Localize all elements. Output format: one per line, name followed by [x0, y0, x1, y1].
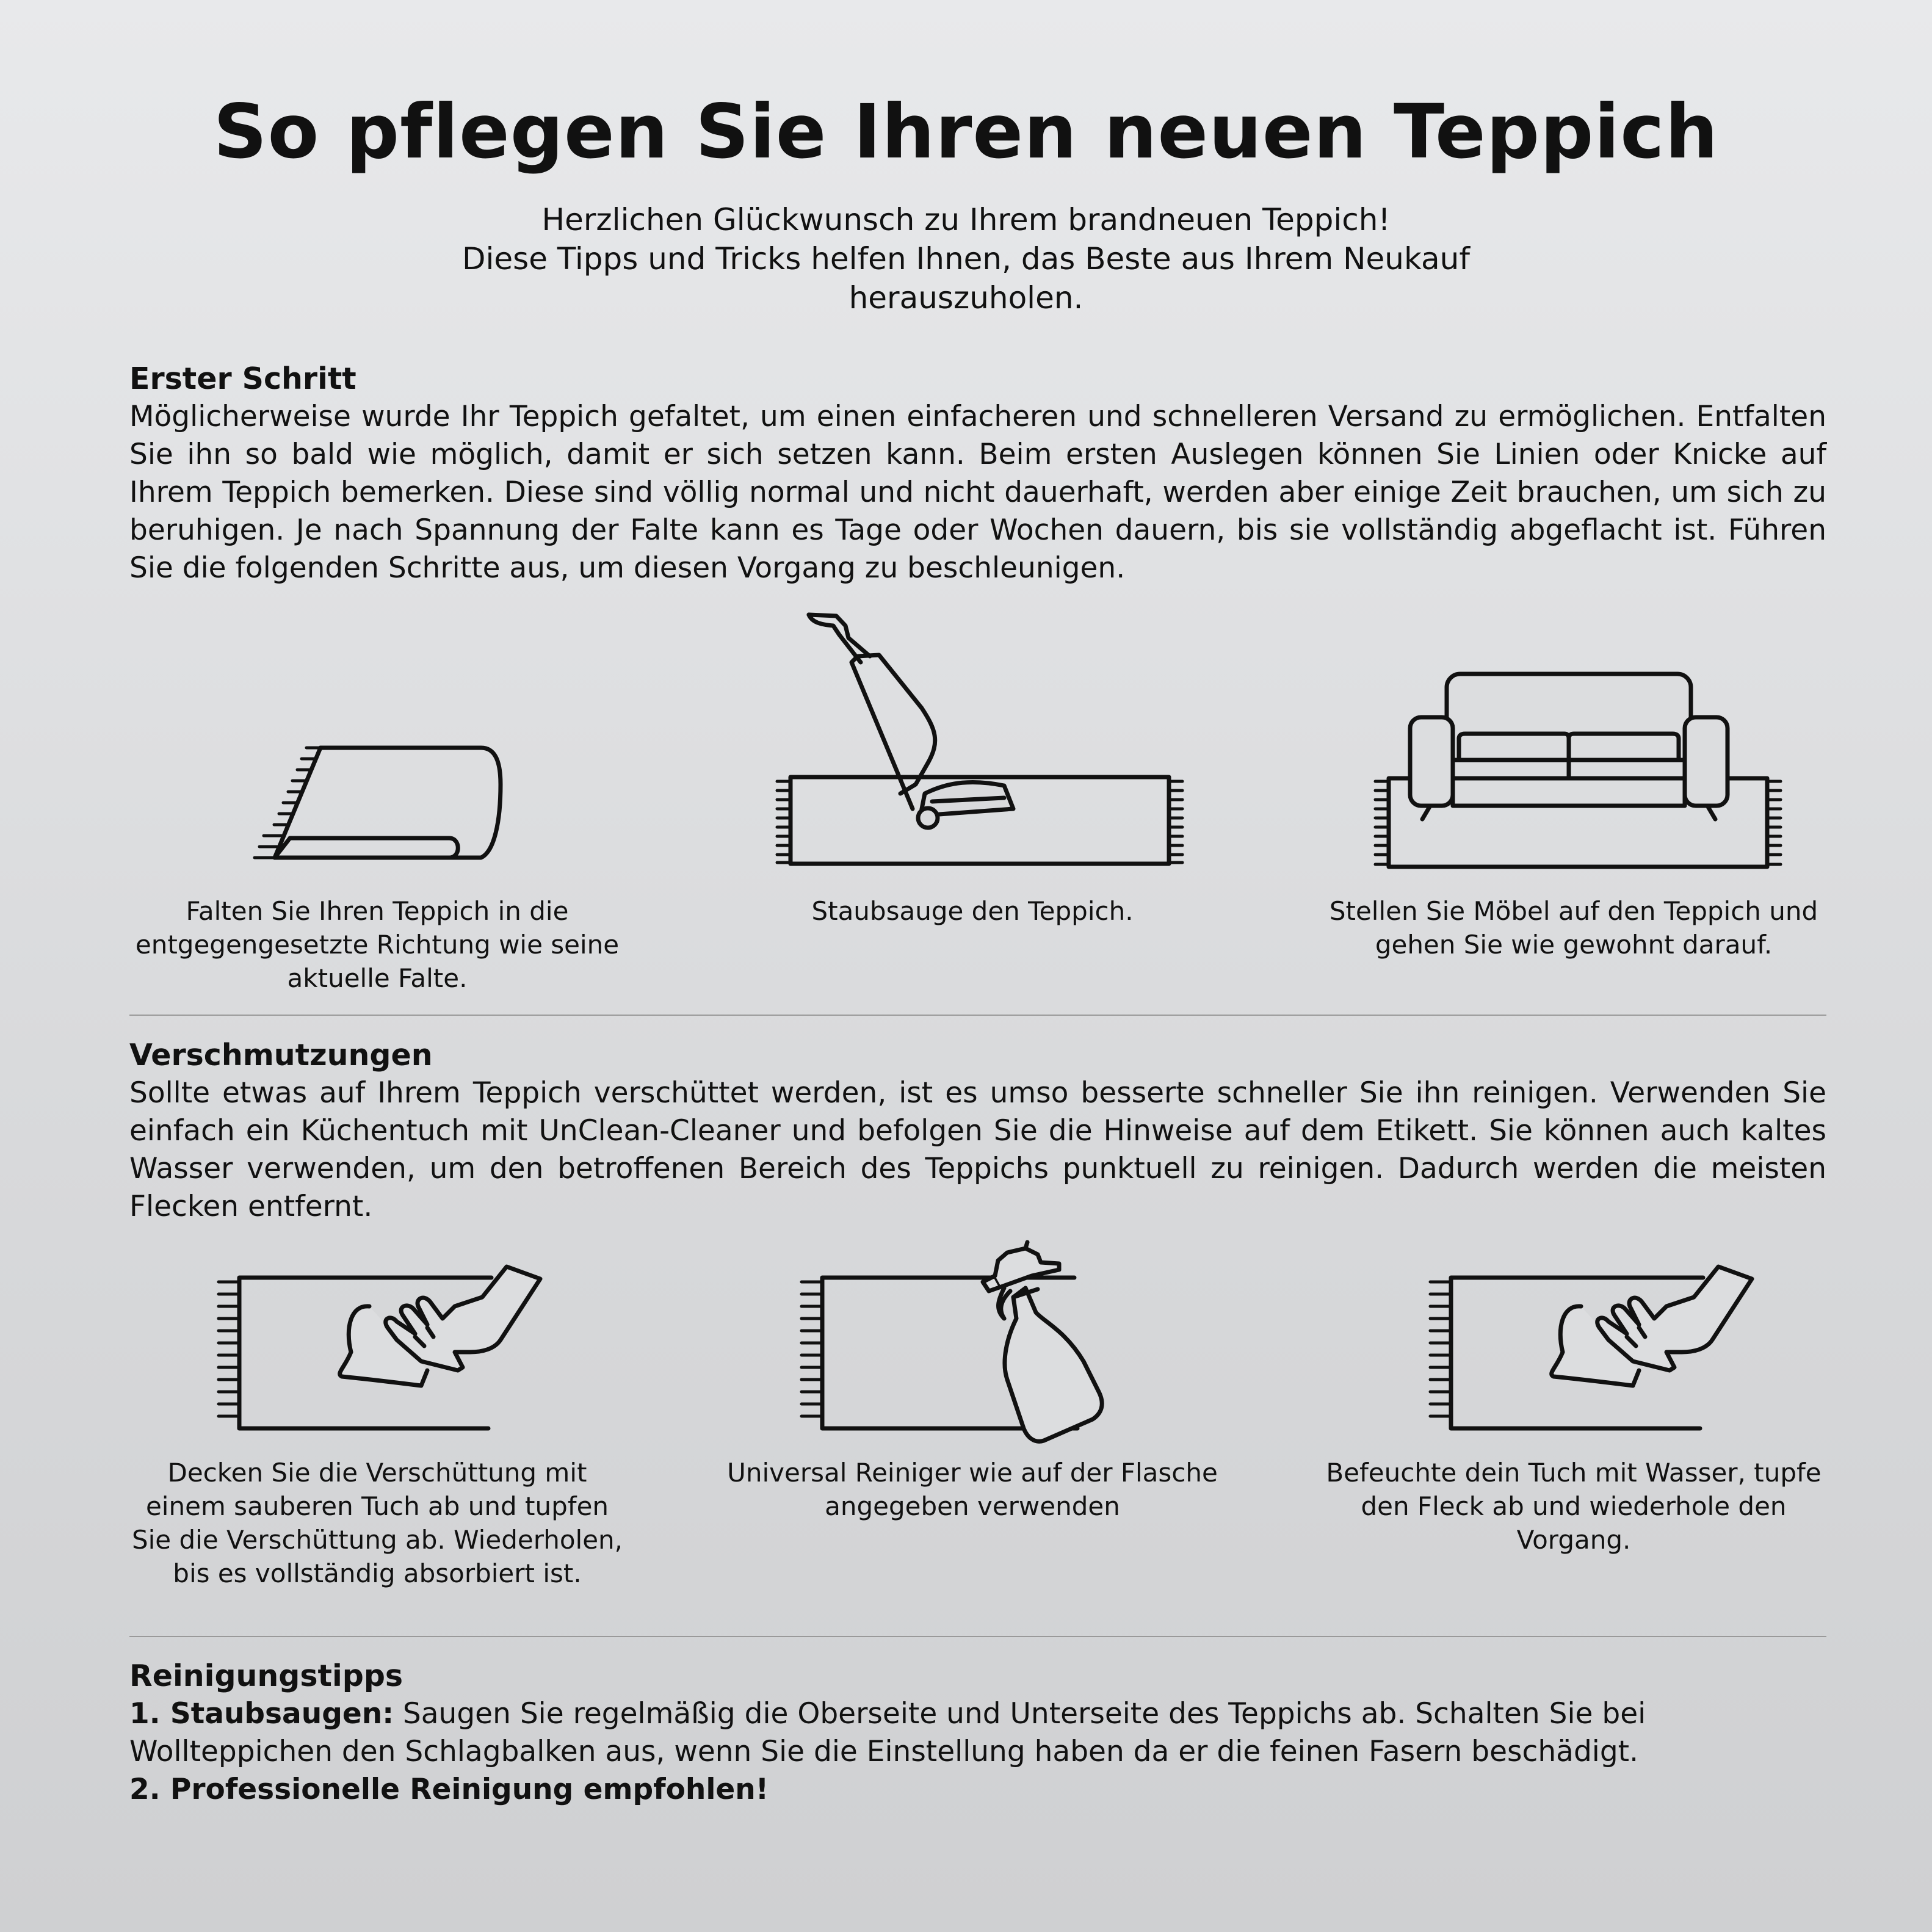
spray-bottle-icon	[797, 1239, 1163, 1447]
intro-line: Herzlichen Glückwunsch zu Ihrem brandneuen Teppich!	[541, 202, 1391, 237]
section-heading: Reinigungstipps	[129, 1659, 403, 1693]
intro-line: herauszuholen.	[848, 280, 1084, 316]
intro-line: Diese Tipps und Tricks helfen Ihnen, das Beste aus Ihrem Neukauf	[462, 241, 1470, 277]
tip-label: 1. Staubsaugen:	[129, 1697, 394, 1731]
caption-cleaner: Universal Reiniger wie auf der Flasche angegeben verwenden	[727, 1458, 1218, 1521]
section-divider	[129, 1636, 1826, 1637]
tip-professional	[129, 1771, 1826, 1809]
hand-cloth-icon	[214, 1261, 549, 1438]
section-divider	[129, 1015, 1826, 1016]
caption-vacuum: Staubsauge den Teppich.	[811, 896, 1134, 926]
intro-text	[342, 200, 1590, 317]
section-first-step	[129, 360, 1826, 587]
hand-cloth-icon	[1425, 1261, 1761, 1438]
section-body: Sollte etwas auf Ihrem Teppich verschüttet werden, ist es umso besserte schneller Sie ihn reinigen. Verwenden Sie einfach ein Küchentuch mit UnClean-Cleaner und befolgen Sie die Hinweise auf dem Etikett. Sie können auch kaltes Wasser verwenden, um den betroffenen Bereich des Teppichs punktuell zu reinigen. Dadurch werden die meisten Flecken entfernt.	[129, 1076, 1826, 1223]
section-heading: Erster Schritt	[129, 361, 356, 396]
section-stains	[129, 1037, 1826, 1226]
tip-label: 2. Professionelle Reinigung empfohlen!	[129, 1773, 769, 1806]
caption-furniture: Stellen Sie Möbel auf den Teppich und gehen Sie wie gewohnt darauf.	[1329, 896, 1818, 960]
caption-moisten-cloth: Befeuchte dein Tuch mit Wasser, tupfe den Fleck ab und wiederhole den Vorgang.	[1326, 1458, 1822, 1555]
tip-vacuuming	[129, 1695, 1826, 1771]
section-cleaning-tips	[129, 1657, 1826, 1809]
tip-text: Saugen Sie regelmäßig die Oberseite und Unterseite des Teppichs ab. Schalten Sie bei Wollteppichen den Schlagbalken aus, wenn Sie die Einstellung haben da er die feinen Fasern beschädigt.	[129, 1697, 1646, 1768]
folded-rug-icon	[250, 736, 507, 876]
caption-fold: Falten Sie Ihren Teppich in die entgegengesetzte Richtung wie seine aktuelle Falte.	[135, 896, 620, 993]
vacuum-icon	[772, 607, 1187, 876]
sofa-on-rug-icon	[1370, 671, 1785, 873]
section-body: Möglicherweise wurde Ihr Teppich gefaltet, um einen einfacheren und schnelleren Versand zu ermöglichen. Entfalten Sie ihn so bald wie möglich, damit er sich setzen kann. Beim ersten Auslegen können Sie Linien oder Knicke auf Ihrem Teppich bemerken. Diese sind völlig normal und nicht dauerhaft, werden aber einige Zeit brauchen, um sich zu beruhigen. Je nach Spannung der Falte kann es Tage oder Wochen dauern, bis sie vollständig abgeflacht ist. Führen Sie die folgenden Schritte aus, um diesen Vorgang zu beschleunigen.	[129, 400, 1826, 585]
section-heading: Verschmutzungen	[129, 1038, 433, 1073]
caption-cover-spill: Decken Sie die Verschüttung mit einem sauberen Tuch ab und tupfen Sie die Verschüttung ab. Wiederholen, bis es vollständig absorbiert ist.	[131, 1458, 623, 1588]
page-title: So pflegen Sie Ihren neuen Teppich	[213, 89, 1719, 175]
